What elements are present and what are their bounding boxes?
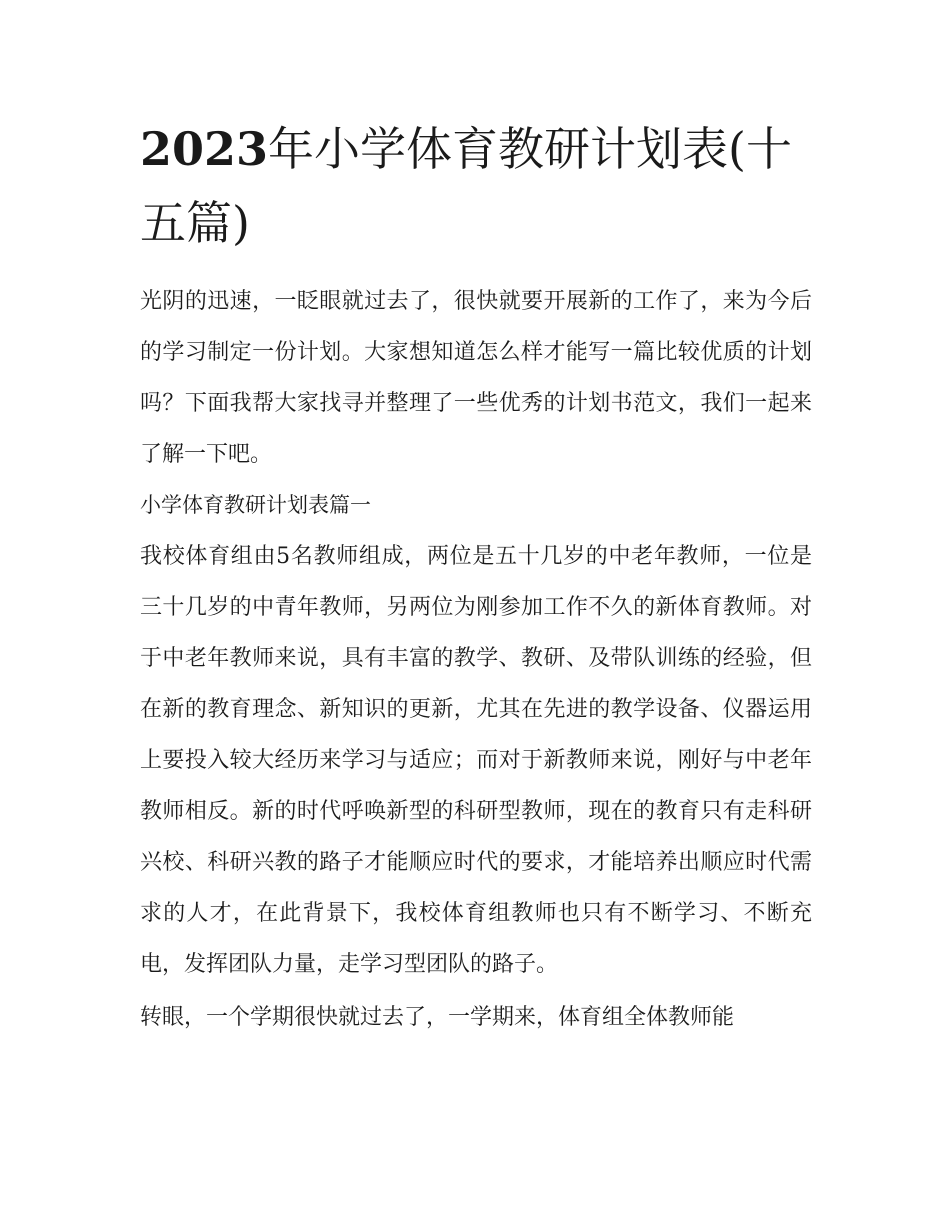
section-heading: 小学体育教研计划表篇一 bbox=[140, 493, 371, 517]
body-paragraph-2: 转眼，一个学期很快就过去了，一学期来，体育组全体教师能 bbox=[140, 1005, 735, 1030]
body-paragraph-1: 我校体育组由5名教师组成，两位是五十几岁的中老年教师，一位是三十几岁的中青年教师，另两位为刚参加工作不久的新体育教师。对于中老年教师来说，具有丰富的教学、教研、及带队训练的经验，但在新的教育理念、新知识的更新，尤其在先进的教学设备、仪器运用上要投入较大经历来学习与适应；而对于新教师来说，刚好与中老年教师相反。新的时代呼唤新型的科研型教师，现在的教育只有走科研兴校、科研兴教的路子才能顺应时代的要求，才能培养出顺应时代需求的人才，在此背景下，我校体育组教师也只有不断学习、不断充电，发挥团队力量，走学习型团队的路子。 bbox=[140, 544, 812, 977]
title-year: 2023 bbox=[140, 122, 269, 176]
intro-paragraph: 光阴的迅速，一眨眼就过去了，很快就要开展新的工作了，来为今后的学习制定一份计划。大家想知道怎么样才能写一篇比较优质的计划吗？下面我帮大家找寻并整理了一些优秀的计划书范文，我们一起来了解一下吧。 bbox=[140, 289, 812, 467]
title-text: 年小学体育教研计划表(十五篇) bbox=[140, 122, 792, 250]
document-title bbox=[140, 112, 812, 260]
document-page bbox=[140, 112, 812, 1043]
